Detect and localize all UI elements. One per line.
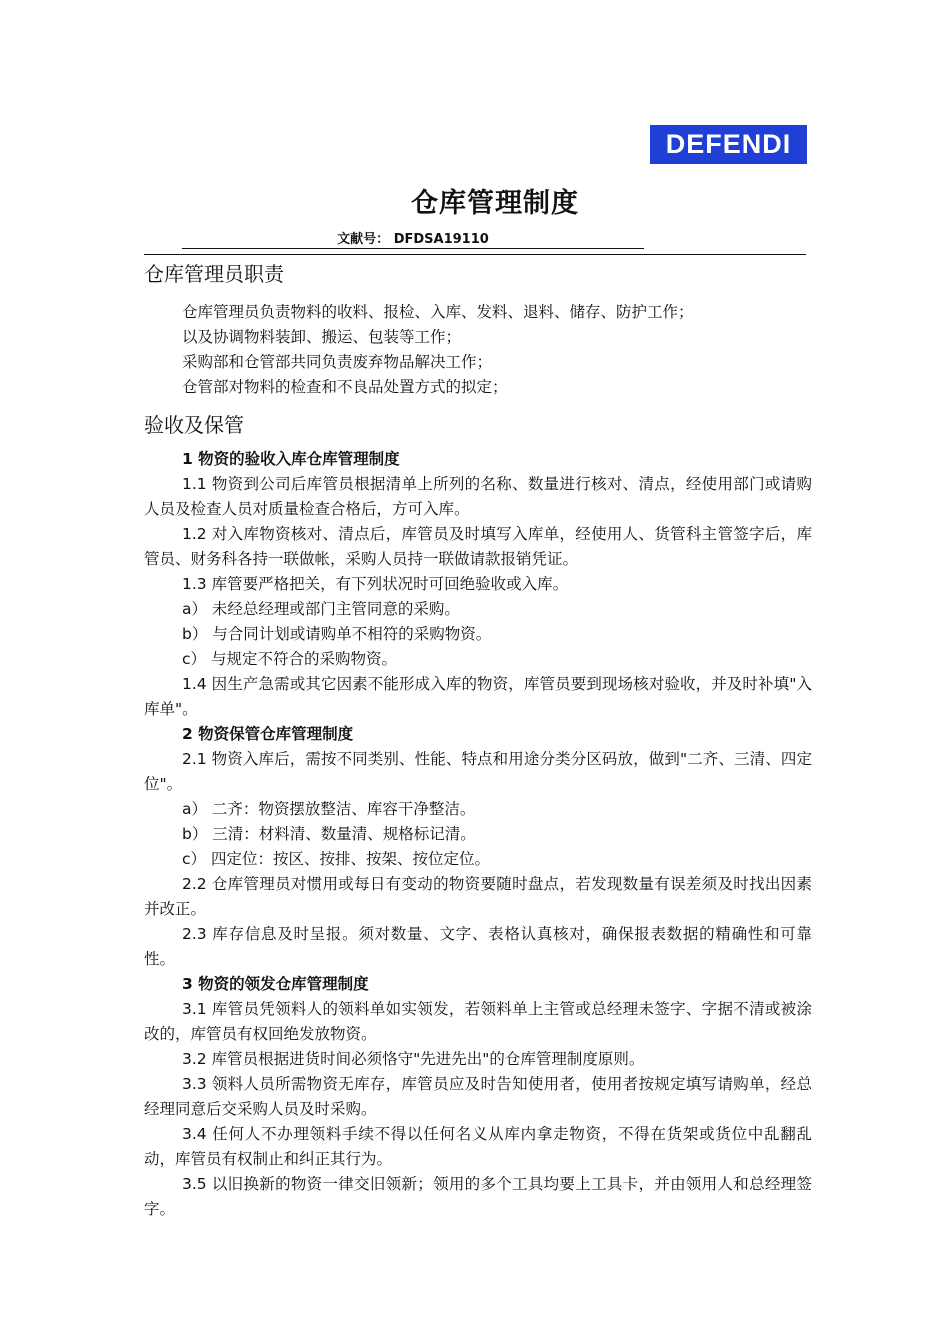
subsection-title-storage: 2 物资保管仓库管理制度 (182, 725, 354, 743)
paragraph: 2.2 仓库管理员对惯用或每日有变动的物资要随时盘点，若发现数量有误差须及时找出因素并改正。 (144, 875, 812, 918)
paragraph: 2.1 物资入库后，需按不同类别、性能、特点和用途分类分区码放，做到"二齐、三清、四定位"。 (144, 750, 812, 793)
company-logo: DEFENDI (650, 125, 807, 164)
list-item: c） 四定位：按区、按排、按架、按位定位。 (182, 850, 490, 868)
paragraph: 3.2 库管员根据进货时间必须恪守"先进先出"的仓库管理制度原则。 (182, 1050, 645, 1068)
list-item: b） 与合同计划或请购单不相符的采购物资。 (182, 625, 492, 643)
paragraph: 1.2 对入库物资核对、清点后，库管员及时填写入库单，经使用人、货管科主管签字后，库管员、财务科各持一联做帐，采购人员持一联做请款报销凭证。 (144, 525, 812, 568)
document-number-text: 文献号： DFDSA19110 (337, 232, 489, 247)
paragraph: 3.5 以旧换新的物资一律交旧领新；领用的多个工具均要上工具卡，并由领用人和总经理签字。 (144, 1175, 812, 1218)
duty-line: 仓管部对物料的检查和不良品处置方式的拟定； (182, 378, 508, 396)
subsection-title-receiving: 1 物资的验收入库仓库管理制度 (182, 450, 400, 468)
duty-line: 仓库管理员负责物料的收料、报检、入库、发料、退料、储存、防护工作； (182, 303, 694, 321)
document-body (144, 258, 812, 1222)
document-number (182, 228, 644, 249)
paragraph: 3.1 库管员凭领料人的领料单如实领发，若领料单上主管或总经理未签字、字据不清或被涂改的，库管员有权回绝发放物资。 (144, 1000, 812, 1043)
duties-list (144, 300, 812, 400)
list-item: a） 未经总经理或部门主管同意的采购。 (182, 600, 460, 618)
duty-line: 采购部和仓管部共同负责废弃物品解决工作； (182, 353, 493, 371)
header-divider (144, 254, 806, 255)
list-item: a） 二齐：物资摆放整洁、库容干净整洁。 (182, 800, 476, 818)
list-item: b） 三清：材料清、数量清、规格标记清。 (182, 825, 476, 843)
paragraph: 1.3 库管要严格把关，有下列状况时可回绝验收或入库。 (182, 575, 569, 593)
document-title: 仓库管理制度 (411, 188, 579, 219)
duty-line: 以及协调物料装卸、搬运、包装等工作； (182, 328, 462, 346)
list-item: c） 与规定不符合的采购物资。 (182, 650, 397, 668)
subsection-title-issuing: 3 物资的领发仓库管理制度 (182, 975, 369, 993)
paragraph: 2.3 库存信息及时呈报。须对数量、文字、表格认真核对，确保报表数据的精确性和可靠性。 (144, 925, 812, 968)
section-heading-duties: 仓库管理员职责 (144, 262, 284, 286)
paragraph: 1.1 物资到公司后库管员根据清单上所列的名称、数量进行核对、清点，经使用部门或请购人员及检查人员对质量检查合格后，方可入库。 (144, 475, 812, 518)
paragraph: 3.3 领料人员所需物资无库存，库管员应及时告知使用者，使用者按规定填写请购单，经总经理同意后交采购人员及时采购。 (144, 1075, 812, 1118)
acceptance-body (144, 447, 812, 1222)
section-heading-acceptance: 验收及保管 (144, 413, 244, 437)
paragraph: 3.4 任何人不办理领料手续不得以任何名义从库内拿走物资，不得在货架或货位中乱翻乱动，库管员有权制止和纠正其行为。 (144, 1125, 812, 1168)
paragraph: 1.4 因生产急需或其它因素不能形成入库的物资，库管员要到现场核对验收，并及时补填"入库单"。 (144, 675, 812, 718)
